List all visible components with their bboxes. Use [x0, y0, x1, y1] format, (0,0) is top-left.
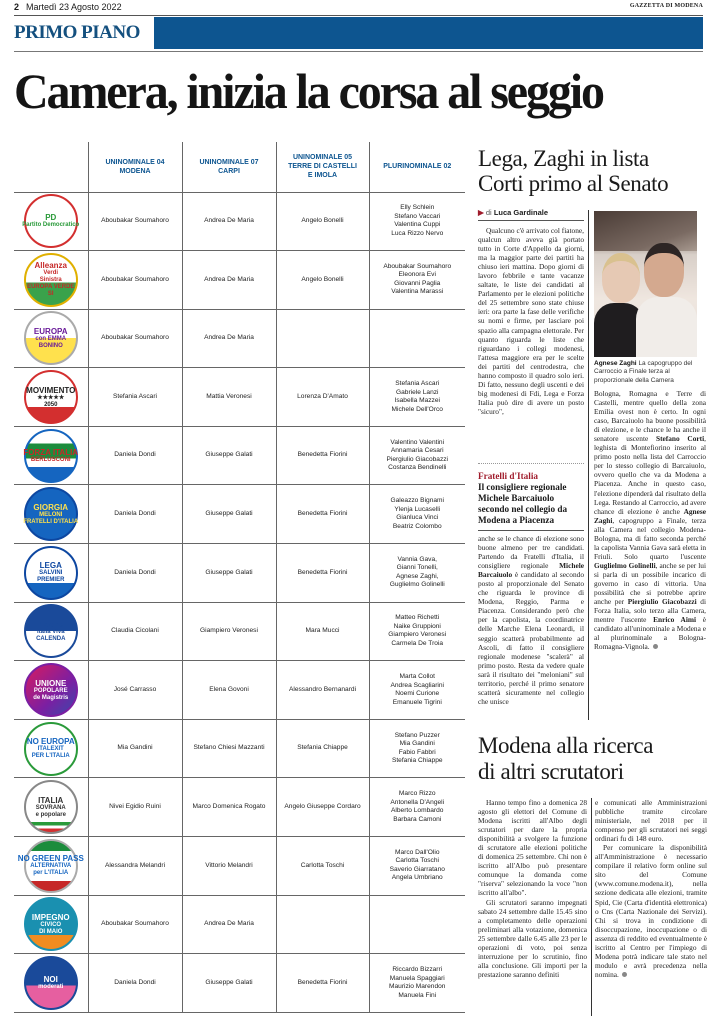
table-row — [14, 778, 465, 837]
cell-uninominale-07: Giuseppe Galati — [182, 426, 276, 485]
article-title: Lega, Zaghi in lista Corti primo al Senato — [478, 146, 669, 196]
cell-uninominale-05: Carlotta Toschi — [276, 837, 369, 896]
cell-plurinominale-02 — [369, 778, 465, 837]
cell-uninominale-05: Benedetta Fiorini — [276, 485, 369, 544]
cell-uninominale-05: Angelo Bonelli — [276, 192, 369, 251]
cell-plurinominale-02 — [369, 719, 465, 778]
candidate-name: Valentina Cuppi — [394, 221, 441, 229]
logo-header — [14, 142, 88, 192]
candidate-name: Aboubakar Soumahoro — [383, 262, 452, 270]
cell-uninominale-07: Giuseppe Galati — [182, 485, 276, 544]
party-logo-icon: NO EUROPA ITALEXIT PER L'ITALIA — [24, 722, 78, 776]
party-logo — [14, 544, 88, 603]
section-rule — [14, 51, 703, 52]
party-logo — [14, 954, 88, 1013]
candidate-name: Costanza Bendinelli — [388, 464, 447, 472]
candidate-name: Manuela Fini — [398, 991, 437, 999]
candidate-name: Galeazzo Bignami — [390, 497, 444, 505]
party-logo-icon: NOI moderati — [24, 956, 78, 1010]
cell-uninominale-04: José Carrasso — [88, 661, 182, 720]
party-logo-icon: EUROPA con EMMA BONINO — [24, 311, 78, 365]
section-bar — [154, 17, 703, 49]
party-logo-icon: NO GREEN PASS ALTERNATIVA per L'ITALIA — [24, 839, 78, 893]
candidate-name: Naike Gruppioni — [393, 622, 441, 630]
candidate-name: Gianluca Vinci — [396, 514, 439, 522]
candidate-name: Stefano Vaccari — [394, 212, 441, 220]
cell-uninominale-07: Giuseppe Galati — [182, 544, 276, 603]
candidate-name: Luca Rizzo Nervo — [391, 229, 444, 237]
column-header: UNINOMINALE 04 MODENA — [88, 142, 182, 192]
party-logo — [14, 368, 88, 427]
party-logo — [14, 192, 88, 251]
candidate-name: Annamaria Cesari — [390, 447, 444, 455]
cell-plurinominale-02 — [369, 426, 465, 485]
candidate-name: Marco Rizzo — [398, 790, 436, 798]
cell-uninominale-04: Aboubakar Soumahoro — [88, 192, 182, 251]
cell-uninominale-07: Andrea De Maria — [182, 895, 276, 954]
candidate-name: Vannia Gava, — [397, 555, 437, 563]
party-logo-icon: MOVIMENTO ★★★★★ 2050 — [24, 370, 78, 424]
cell-plurinominale-02 — [369, 309, 465, 368]
cell-plurinominale-02 — [369, 661, 465, 720]
cell-uninominale-04: Daniela Dondi — [88, 954, 182, 1013]
candidate-name: Marta Collot — [399, 673, 436, 681]
table-row — [14, 309, 465, 368]
party-logo-icon: Alleanza Verdi Sinistra EUROPA VERDE SI — [24, 253, 78, 307]
end-mark-icon — [653, 644, 658, 649]
table-row — [14, 837, 465, 896]
table-row — [14, 485, 465, 544]
party-logo-icon: FORZA ITALIA BERLUSCONI — [24, 429, 78, 483]
table-row — [14, 661, 465, 720]
table-row — [14, 192, 465, 251]
article-body-col1: Qualcuno c'è arrivato col fiatone, qualcun altro aveva già portato tutto in Corte d'Appello da giorni, ma la maggior parte dei partiti ha chiuso ieri mattina. Dopo giorni di lavoro febbrile e tante vacanze saltate, le liste dei candidati al Parlamento per le elezioni politiche del 25 settembre sono state chiuse ieri: ora parte la fase delle verifiche su nomi e firme, per lasciare poi spazio alla campagna elettorale. Per quanto riguarda le liste che riguardano i collegi modenesi, l'attesa maggiore era per le scelte dei partiti del centrodestra, che hanno composto il quadro solo ieri. Di fatto, nessuno degli uscenti e dei big modenesi di Fdi, Lega e Forza Italia può dire di avere un posto "sicuro", — [478, 226, 584, 416]
cell-uninominale-05: Stefania Chiappe — [276, 719, 369, 778]
cell-plurinominale-02 — [369, 485, 465, 544]
cell-uninominale-05: Mara Mucci — [276, 602, 369, 661]
party-logo — [14, 895, 88, 954]
column-header: UNINOMINALE 05 TERRE DI CASTELLI E IMOLA — [276, 142, 369, 192]
cell-plurinominale-02 — [369, 251, 465, 310]
column-header: PLURINOMINALE 02 — [369, 142, 465, 192]
photo-agnese-zaghi-salvini — [594, 211, 697, 357]
candidate-name: Gabriele Lanzi — [395, 388, 439, 396]
article2-body-col1: Hanno tempo fino a domenica 28 agosto gli elettori del Comune di Modena iscritti all'Albo degli scrutatori per dare la propria disponibilità a svolgere la funzione di scrutatore alle elezioni politiche di domenica 25 settembre. Chi non è iscritto all'Albo può presentare comunque la domanda come "riserva" selezionando la voce "non iscritto all'albo". Gli scrutatori saranno impegnati sabato 24 settembre dalle 15.45 sino a completamento delle operazioni preliminari alla votazione, domenica 25 settembre dalle 6.45 alle 23 per le operazioni di voto, poi senza interruzione per lo scrutinio, fino alla conclusione. Gli importi per la prestazione saranno definiti — [478, 798, 587, 979]
party-logo — [14, 251, 88, 310]
candidate-name: Valentino Valentini — [390, 438, 445, 446]
cell-uninominale-05: Alessandro Bernanardi — [276, 661, 369, 720]
cell-uninominale-04: Mia Gandini — [88, 719, 182, 778]
table-row — [14, 368, 465, 427]
cell-uninominale-04: Stefania Ascari — [88, 368, 182, 427]
party-logo-icon: PD Partito Democratico — [24, 194, 78, 248]
cell-plurinominale-02 — [369, 837, 465, 896]
party-logo-icon: GIORGIA MELONI FRATELLI D'ITALIA — [24, 487, 78, 541]
cell-uninominale-05: Angelo Bonelli — [276, 251, 369, 310]
party-logo-icon: UNIONE POPOLARE de Magistris — [24, 663, 78, 717]
candidate-name: Beatriz Colombo — [392, 522, 442, 530]
cell-uninominale-04: Daniela Dondi — [88, 544, 182, 603]
column-divider — [591, 798, 592, 1016]
box-headline: Il consigliere regionale Michele Barcaiuolo secondo nel collegio da Modena a Piacenza — [478, 482, 568, 525]
cell-plurinominale-02 — [369, 602, 465, 661]
cell-uninominale-05: Angelo Giuseppe Cordaro — [276, 778, 369, 837]
cell-uninominale-07: Mattia Veronesi — [182, 368, 276, 427]
masthead: GAZZETTA DI MODENA — [629, 3, 703, 9]
byline-arrow-icon: ▶ — [478, 208, 484, 217]
cell-uninominale-07: Elena Govoni — [182, 661, 276, 720]
candidate-name: Riccardo Bizzarri — [392, 966, 443, 974]
cell-uninominale-04: Daniela Dondi — [88, 485, 182, 544]
cell-uninominale-05: Benedetta Fiorini — [276, 426, 369, 485]
cell-uninominale-05 — [276, 895, 369, 954]
cell-uninominale-04: Alessandra Melandri — [88, 837, 182, 896]
table-header-row — [14, 142, 465, 192]
candidate-name: Elly Schlein — [400, 204, 435, 212]
article2-body-col2: e comunicati alle Amministrazioni pubbliche tramite circolare ministeriale, nel 2018 per il compenso per gli scrutatori nei seggi ordinari fu di 148 euro. Per comunicare la disponibilità all'Amministrazione è necessario compilare il relativo form online sul sito del Comune (www.comune.modena.it), nella sezione dedicata alle elezioni, tramite Spid, Cie (Carta d'identità elettronica) o Cns (Carta Nazionale dei Servizi). Chi si trova in condizione di disoccupazione, inoccupazione o di assenza di reddito ed eventualmente è iscritto al Centro per l'impiego di Modena potrà indicare tale stato nel modulo e avrà precedenza nella nomina. — [595, 798, 707, 979]
candidate-name: Agnese Zaghi, — [395, 572, 439, 580]
article-body-col2: Bologna, Romagna e Terre di Castelli, mentre quello della zona Emilia ovest non è certo. In ogni caso, Barcaiuolo ha buone possibilità di elezione, e le chance le ha anche il senatore uscente Stefano Corti, leghista di Montefiorino inserito al primo posto nella lista del Carroccio per lo stesso collegio di Barcaiuolo, ovvero quello che va da Modena a Piacenza. Anche in questo caso, l'elezione dipenderà dal risultato della Lega. Restando al Carroccio, ad avere chance di elezione è anche Agnese Zaghi, capogruppo a Finale, terza alla Camera nel collegio Modena-Bologna, ma di fatto seconda perché la capolista Vannia Gava sarà eletta in Friuli. Solo quarto l'uscente Guglielmo Golinelli, anche se per lui si parla di un possibile incarico di governo in caso di vittoria. Una possibilità che si potrebbe aprire anche per Piergiulio Giacobazzi di Forza Italia, solo terzo alla Camera, mentre l'uscente Enrico Aimi è candidato all'uninominale a Modena e al plurinominale a Bologna-Romagna-Vignola. — [594, 389, 706, 652]
candidate-name: Stefania Chiappe — [391, 757, 443, 765]
candidate-name: Guglielmo Golinelli — [389, 581, 445, 589]
table-row — [14, 719, 465, 778]
cell-plurinominale-02 — [369, 544, 465, 603]
candidate-name: Saverio Giarratano — [389, 865, 445, 873]
header-rule — [14, 15, 703, 16]
table-row — [14, 251, 465, 310]
column-header: UNINOMINALE 07 CARPI — [182, 142, 276, 192]
party-logo — [14, 485, 88, 544]
candidate-name: Carmela De Troia — [391, 639, 444, 647]
candidates-table — [14, 142, 465, 1013]
byline: ▶ di Luca Gardinale — [478, 208, 584, 221]
party-logo — [14, 426, 88, 485]
sidebar-box — [478, 471, 584, 531]
candidate-name: Mia Gandini — [399, 740, 435, 748]
section-banner — [14, 17, 703, 49]
candidate-name: Piergiulio Giacobazzi — [386, 455, 449, 463]
cell-uninominale-04: Daniela Dondi — [88, 426, 182, 485]
party-logo — [14, 602, 88, 661]
article2-title: Modena alla ricerca di altri scrutatori — [478, 733, 654, 784]
party-logo — [14, 661, 88, 720]
candidate-name: Barbara Camoni — [393, 815, 442, 823]
author-name: Luca Gardinale — [493, 208, 548, 217]
box-kicker: Fratelli d'Italia — [478, 471, 538, 481]
main-headline: Camera, inizia la corsa al seggio — [14, 63, 603, 119]
candidate-name: Valentina Marassi — [391, 288, 444, 296]
cell-uninominale-05: Benedetta Fiorini — [276, 544, 369, 603]
cell-uninominale-04: Aboubakar Soumahoro — [88, 251, 182, 310]
cell-uninominale-05 — [276, 309, 369, 368]
candidate-name: Giovanni Paglia — [394, 279, 441, 287]
cell-uninominale-07: Vittorio Melandri — [182, 837, 276, 896]
cell-uninominale-07: Marco Domenica Rogato — [182, 778, 276, 837]
candidate-name: Angela Umbriano — [391, 874, 443, 882]
candidate-name: Antonella D'Angeli — [390, 798, 445, 806]
table-row — [14, 426, 465, 485]
cell-uninominale-04: Aboubakar Soumahoro — [88, 309, 182, 368]
candidate-name: Gianni Tonelli, — [396, 564, 438, 572]
candidate-name: Isabella Mazzei — [394, 397, 440, 405]
candidate-name: Andrea Scagliarini — [390, 681, 444, 689]
candidate-name: Stefano Puzzer — [394, 731, 440, 739]
cell-uninominale-07: Andrea De Maria — [182, 251, 276, 310]
party-logo — [14, 309, 88, 368]
column-divider — [588, 210, 589, 720]
cell-uninominale-07: Andrea De Maria — [182, 192, 276, 251]
candidate-name: Stefania Ascari — [395, 380, 440, 388]
table-row — [14, 954, 465, 1013]
candidate-name: Manuela Spaggiari — [389, 974, 445, 982]
table-row — [14, 544, 465, 603]
candidate-name: Giampiero Veronesi — [388, 631, 447, 639]
end-mark-icon — [622, 972, 627, 977]
cell-uninominale-05: Benedetta Fiorini — [276, 954, 369, 1013]
cell-uninominale-07: Stefano Chiesi Mazzanti — [182, 719, 276, 778]
page-number: 2 — [14, 2, 20, 12]
cell-uninominale-04: Nivei Egidio Ruini — [88, 778, 182, 837]
page-header — [14, 0, 703, 14]
cell-plurinominale-02 — [369, 895, 465, 954]
candidate-name: Alberto Lombardo — [391, 807, 444, 815]
issue-date: Martedì 23 Agosto 2022 — [26, 2, 122, 12]
candidate-name: Maurizio Marendon — [389, 983, 446, 991]
candidate-name: Matteo Richetti — [395, 614, 440, 622]
cell-uninominale-07: Giampiero Veronesi — [182, 602, 276, 661]
candidate-name: Emanuele Tigrini — [392, 698, 442, 706]
photo-caption: Agnese Zaghi La capogruppo del Carroccio a Finale terza al proporzionale della Camera — [594, 360, 693, 384]
candidate-name: Eleonora Evi — [398, 271, 436, 279]
article-body-col1b: anche se le chance di elezione sono buone almeno per tre candidati. Partendo da Fratelli d'Italia, il consigliere regionale Michele Barcaiuolo è candidato al secondo posto al proporzionale del Senato che riguarda le province di Modena, Reggio, Parma e Piacenza. Considerando però che per la capolista, la coordinatrice delle Marche Elena Leonardi, il seggio scatterà probabilmente ad Ascoli, di fatto il consigliere regionale modenese "scalerà" al primo posto. Resta da vedere quale sarà il risultato dei "meloniani" sul territorio, perché il primo senatore scatterà sicuramente nel collegio che unisce — [478, 534, 584, 706]
dotted-separator — [478, 463, 584, 464]
party-logo-icon: Azione Italia Viva CALENDA — [24, 604, 78, 658]
candidate-name: Fabio Fabbri — [398, 748, 436, 756]
section-label: PRIMO PIANO — [14, 22, 140, 43]
cell-uninominale-07: Andrea De Maria — [182, 309, 276, 368]
candidate-name: Ylenja Lucaselli — [394, 505, 441, 513]
party-logo — [14, 778, 88, 837]
cell-uninominale-07: Giuseppe Galati — [182, 954, 276, 1013]
party-logo-icon: IMPEGNO CIVICO DI MAIO — [24, 897, 78, 951]
cell-uninominale-05: Lorenza D'Amato — [276, 368, 369, 427]
cell-uninominale-04: Aboubakar Soumahoro — [88, 895, 182, 954]
party-logo-icon: LEGA SALVINI PREMIER — [24, 546, 78, 600]
candidate-name: Noemi Curione — [395, 690, 440, 698]
candidate-name: Michele Dell'Orco — [391, 405, 443, 413]
table-row — [14, 602, 465, 661]
cell-plurinominale-02 — [369, 192, 465, 251]
candidate-name: Carlotta Toschi — [395, 857, 439, 865]
cell-plurinominale-02 — [369, 954, 465, 1013]
party-logo-icon: ITALIA SOVRANA e popolare — [24, 780, 78, 834]
table-row — [14, 895, 465, 954]
party-logo — [14, 837, 88, 896]
candidate-name: Marco Dall'Olio — [395, 848, 440, 856]
party-logo — [14, 719, 88, 778]
cell-plurinominale-02 — [369, 368, 465, 427]
cell-uninominale-04: Claudia Cicolani — [88, 602, 182, 661]
